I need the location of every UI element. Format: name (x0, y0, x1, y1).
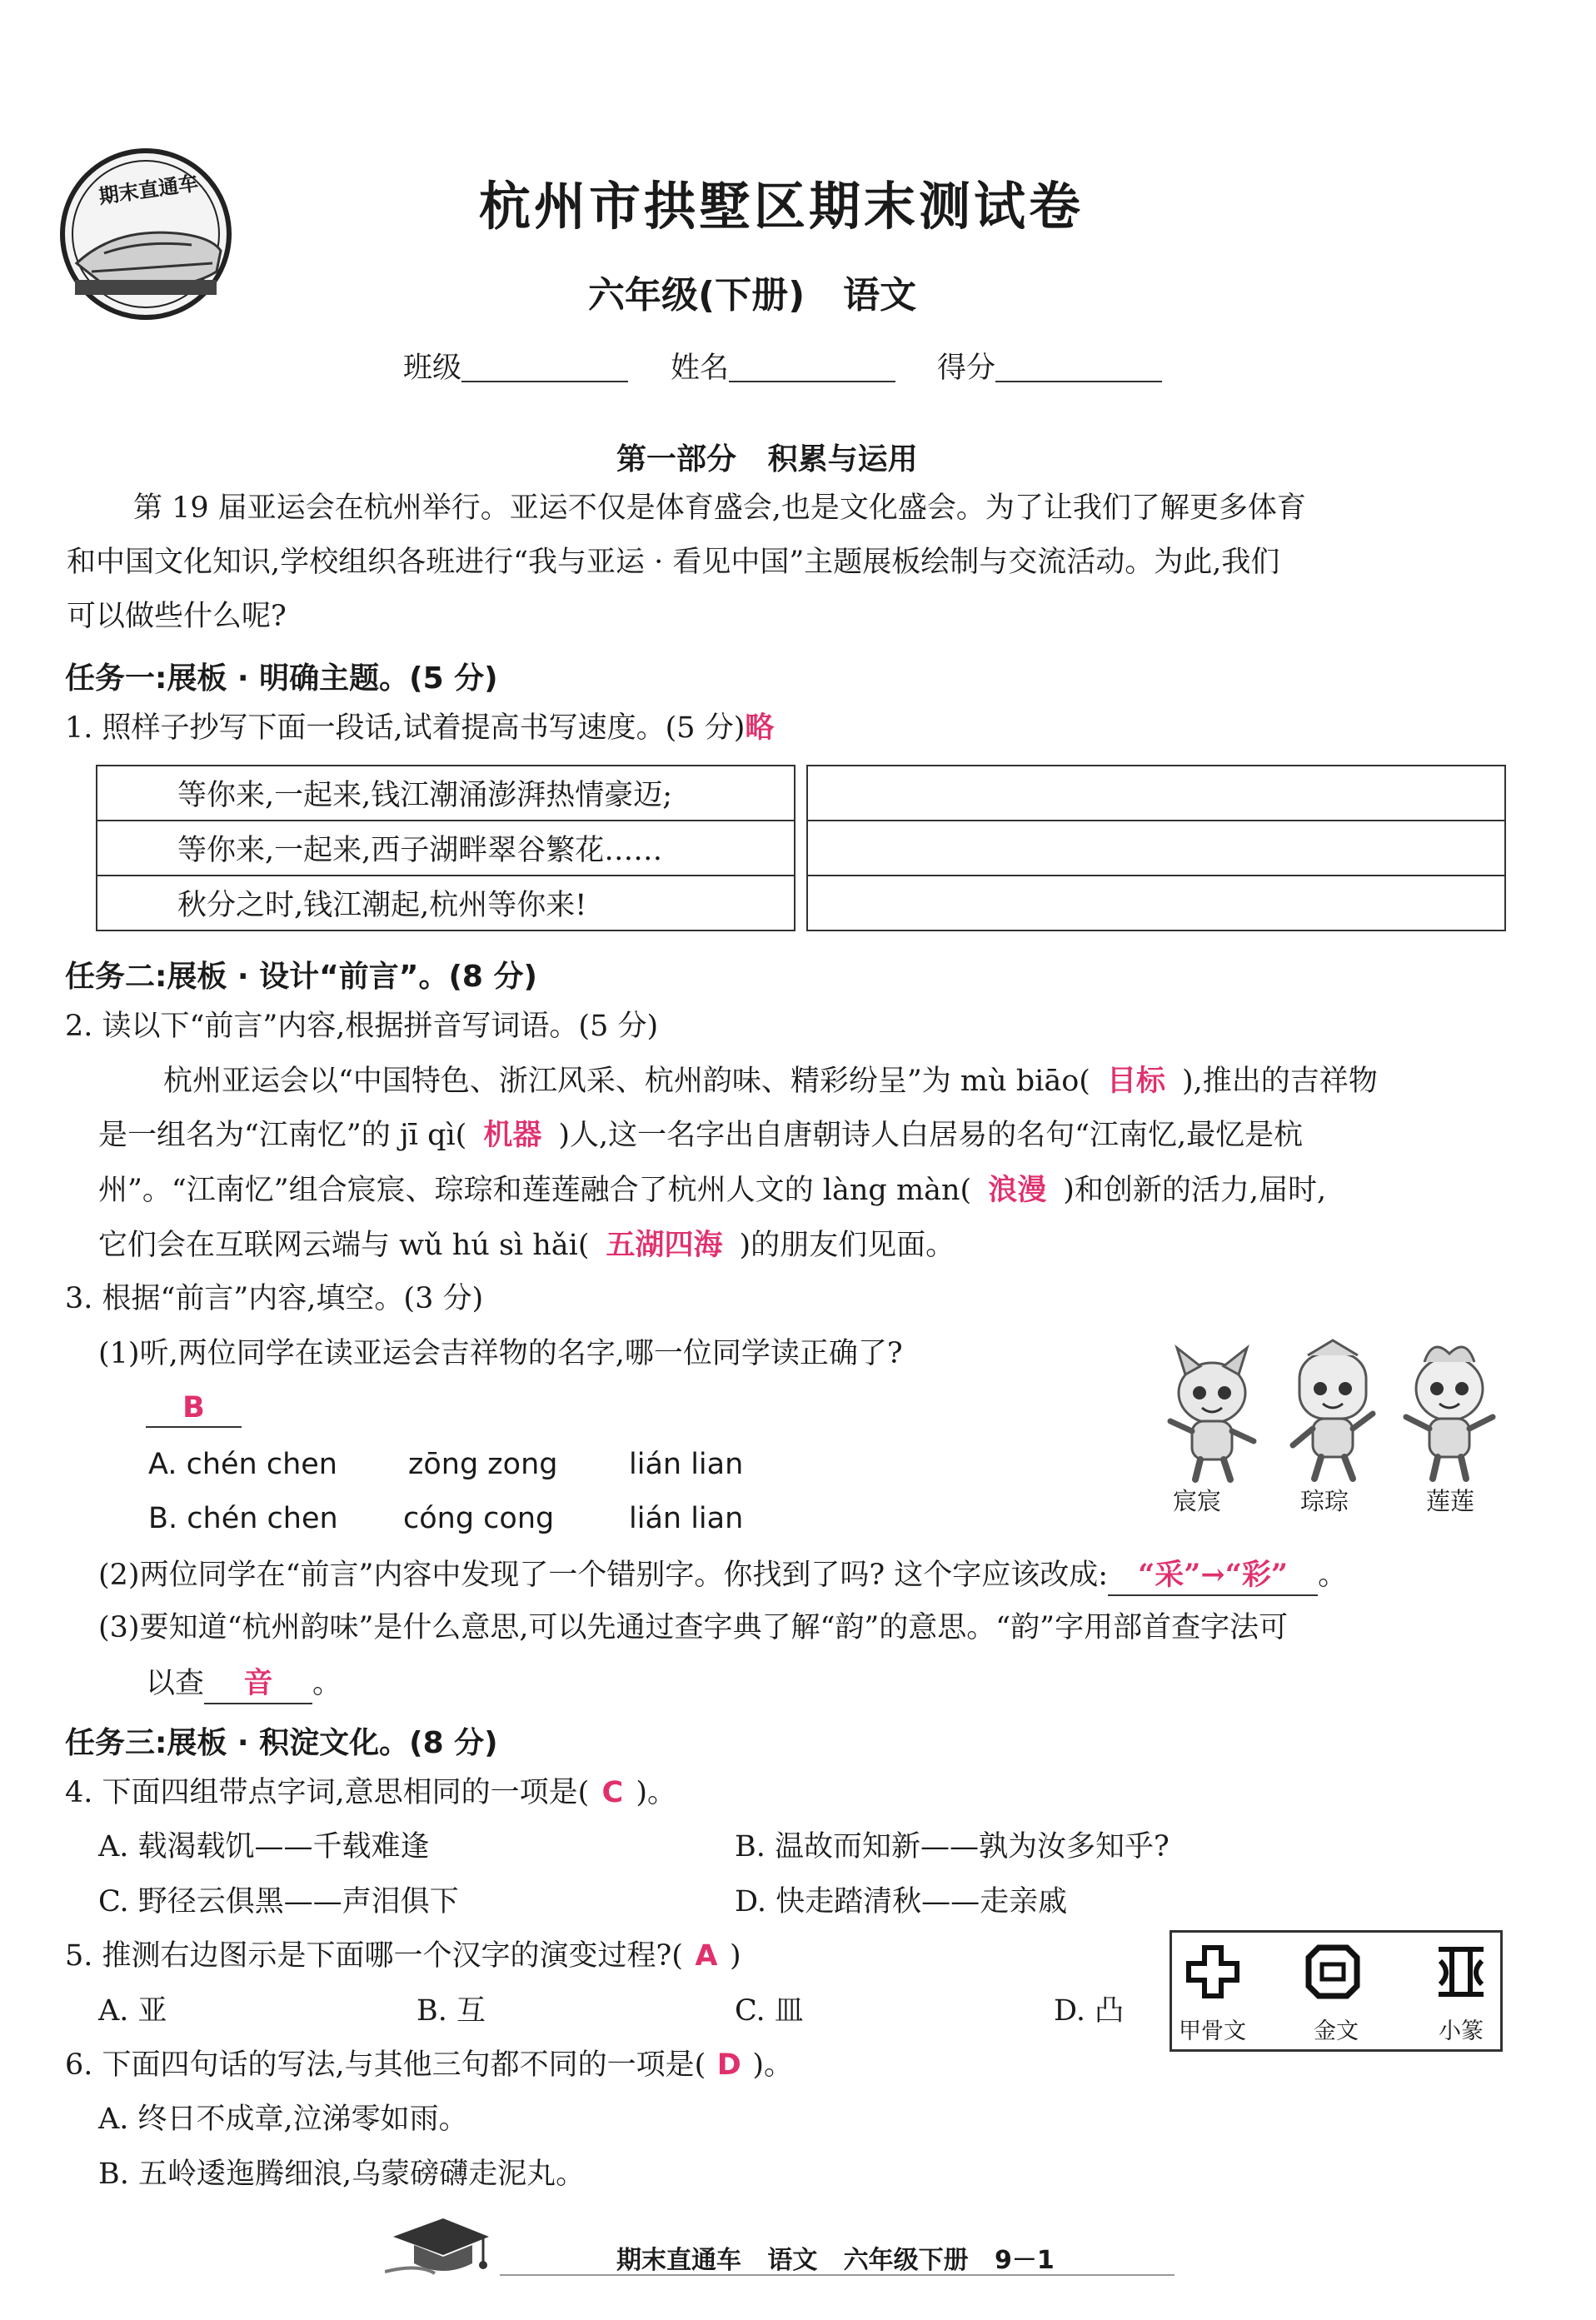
write-row-2[interactable] (807, 821, 1505, 876)
preface-4b: )的朋友们见面。 (739, 1229, 955, 1262)
oracle-bone-glyph-icon (1184, 1943, 1242, 2001)
logo-text: 期末直通车 (97, 170, 200, 209)
glyph-label-bronze: 金文 (1314, 2018, 1359, 2044)
q3-text: 3. 根据“前言”内容,填空。(3 分) (65, 1282, 484, 1315)
answer-mubiao: 目标 (1106, 1064, 1165, 1098)
q3-3-line-2 (146, 1664, 342, 1704)
table-row (807, 766, 1505, 821)
option-a-3: lián lian (629, 1448, 744, 1481)
q5-prompt: 5. 推测右边图示是下面哪一个汉字的演变过程?( (65, 1939, 683, 1973)
table-row (807, 821, 1505, 876)
mascot-lianlian-icon (1399, 1337, 1499, 1483)
preface-1a: 杭州亚运会以“中国特色、浙江风采、杭州韵味、精彩纷呈”为 mù biāo( (163, 1065, 1090, 1098)
answer-jiqi: 机器 (483, 1118, 542, 1152)
option-a-1: A. chén chen (148, 1448, 337, 1481)
q5-end: ) (729, 1939, 741, 1973)
q3-1-answer: B (182, 1391, 205, 1424)
q3-2-end: 。 (1318, 1559, 1348, 1592)
q1-prompt: 1. 照样子抄写下面一段话,试着提高书写速度。(5 分) (65, 711, 746, 745)
q4-end: )。 (636, 1776, 676, 1809)
q1-answer: 略 (745, 711, 775, 745)
q6-text (65, 2047, 793, 2085)
score-blank[interactable] (995, 353, 1162, 382)
table-row (97, 821, 795, 876)
footer-text: 期末直通车 语文 六年级下册 9－1 (616, 2246, 1055, 2275)
preface-4a: 它们会在互联网云端与 wǔ hú sì hǎi( (98, 1229, 590, 1262)
glyph-label-seal: 小篆 (1439, 2018, 1484, 2044)
class-blank[interactable] (461, 353, 628, 382)
copy-row-3: 秋分之时,钱江潮起,杭州等你来! (97, 876, 795, 930)
mascot-label-lianlian: 莲莲 (1426, 1487, 1475, 1515)
table-row (97, 766, 795, 821)
page-subtitle: 六年级(下册) 语文 (588, 274, 917, 317)
task1-heading: 任务一:展板 · 明确主题。(5 分) (65, 661, 498, 696)
name-blank[interactable] (729, 353, 895, 382)
score-field (937, 350, 1162, 388)
preface-line-3 (98, 1171, 1326, 1210)
table-row (97, 876, 795, 930)
q4-option-c: C. 野径云俱黑——声泪俱下 (98, 1885, 459, 1918)
small-seal-glyph-icon (1432, 1943, 1490, 2001)
copy-row-1: 等你来,一起来,钱江潮涌澎湃热情豪迈; (97, 766, 795, 821)
q6-option-a: A. 终日不成章,泣涕零如雨。 (98, 2103, 468, 2136)
q4-answer: C (601, 1776, 624, 1809)
logo (58, 147, 233, 322)
q4-text (65, 1774, 676, 1813)
q6-prompt: 6. 下面四句话的写法,与其他三句都不同的一项是( (65, 2048, 706, 2082)
q3-1-answer-line (146, 1390, 242, 1428)
class-field (403, 350, 628, 388)
q3-1-text: (1)听,两位同学在读亚运会吉祥物的名字,哪一位同学读正确了? (98, 1337, 903, 1370)
preface-line-1 (163, 1062, 1378, 1101)
write-row-1[interactable] (807, 766, 1505, 821)
preface-2a: 是一组名为“江南忆”的 jī qì( (98, 1119, 467, 1152)
preface-1b: ),推出的吉祥物 (1181, 1065, 1378, 1098)
preface-line-2 (98, 1116, 1303, 1155)
q3-2-answer: “采”→“彩” (1108, 1556, 1318, 1596)
preface-3b: )和创新的活力,届时, (1063, 1174, 1327, 1207)
mascot-label-congcong: 琮琮 (1300, 1487, 1349, 1515)
option-b-1: B. chén chen (148, 1502, 338, 1535)
table-row (807, 876, 1505, 930)
graduation-cap-icon (385, 2212, 493, 2283)
q4-prompt: 4. 下面四组带点字词,意思相同的一项是( (65, 1776, 590, 1809)
name-label: 姓名 (671, 352, 730, 385)
q6-option-b: B. 五岭逶迤腾细浪,乌蒙磅礴走泥丸。 (98, 2158, 586, 2191)
preface-line-4 (98, 1226, 955, 1265)
q3-3-answer: 音 (204, 1664, 312, 1704)
intro-line-1: 第 19 届亚运会在杭州举行。亚运不仅是体育盛会,也是文化盛会。为了让我们了解更多体育 (133, 491, 1306, 525)
q1-text (65, 710, 774, 748)
q3-3-prompt: 以查 (146, 1667, 205, 1700)
q5-option-a: A. 亚 (98, 1994, 167, 2028)
q4-option-a: A. 载渴载饥——千载难逢 (98, 1830, 430, 1863)
q4-option-d: D. 快走踏清秋——走亲戚 (735, 1885, 1068, 1918)
write-row-3[interactable] (807, 876, 1505, 930)
bronze-glyph-icon (1304, 1943, 1362, 2001)
q3-2-text (98, 1556, 1347, 1596)
copy-row-2: 等你来,一起来,西子湖畔翠谷繁花…… (97, 821, 795, 876)
preface-3a: 州”。“江南忆”组合宸宸、琮琮和莲莲融合了杭州人文的 làng màn( (98, 1174, 972, 1207)
option-a-2: zōng zong (408, 1448, 558, 1481)
task3-heading: 任务三:展板 · 积淀文化。(8 分) (65, 1726, 498, 1760)
answer-langman: 浪漫 (988, 1173, 1047, 1207)
q5-option-d: D. 凸 (1054, 1994, 1125, 2028)
option-b-3: lián lian (629, 1502, 744, 1535)
q3-2-prompt: (2)两位同学在“前言”内容中发现了一个错别字。你找到了吗? 这个字应该改成: (98, 1559, 1109, 1592)
glyph-label-oracle: 甲骨文 (1179, 2018, 1246, 2044)
q5-text (65, 1938, 741, 1976)
q3-3-line-1: (3)要知道“杭州韵味”是什么意思,可以先通过查字典了解“韵”的意思。“韵”字用部首查字法可 (98, 1611, 1289, 1644)
q3-3-end: 。 (312, 1667, 342, 1700)
q5-option-c: C. 皿 (735, 1994, 804, 2028)
copy-writing-table[interactable] (806, 765, 1506, 931)
q2-text: 2. 读以下“前言”内容,根据拼音写词语。(5 分) (65, 1010, 659, 1043)
part1-heading: 第一部分 积累与运用 (616, 442, 918, 476)
copy-sample-table (96, 765, 796, 931)
q4-option-b: B. 温故而知新——孰为汝多知乎? (735, 1830, 1170, 1863)
q5-option-b: B. 互 (416, 1994, 486, 2028)
intro-line-2: 和中国文化知识,学校组织各班进行“我与亚运 · 看见中国”主题展板绘制与交流活动。为此,我们 (67, 546, 1280, 579)
q6-end: )。 (752, 2048, 793, 2082)
intro-line-3: 可以做些什么呢? (67, 600, 287, 633)
answer-wuhusihai: 五湖四海 (606, 1228, 723, 1262)
name-field (671, 350, 895, 388)
class-label: 班级 (403, 352, 462, 385)
glyph-evolution-box (1170, 1930, 1503, 2052)
option-b-2: cóng cong (403, 1502, 555, 1535)
mascot-congcong-icon (1283, 1337, 1383, 1483)
page-title: 杭州市拱墅区期末测试卷 (479, 176, 1085, 237)
preface-2b: )人,这一名字出自唐朝诗人白居易的名句“江南忆,最忆是杭 (558, 1119, 1304, 1152)
mascot-chenchen-icon (1162, 1341, 1262, 1483)
score-label: 得分 (937, 352, 996, 385)
q5-answer: A (695, 1939, 718, 1973)
task2-heading: 任务二:展板 · 设计“前言”。(8 分) (65, 960, 537, 994)
mascot-label-chenchen: 宸宸 (1173, 1487, 1222, 1515)
q6-answer: D (716, 2048, 741, 2082)
